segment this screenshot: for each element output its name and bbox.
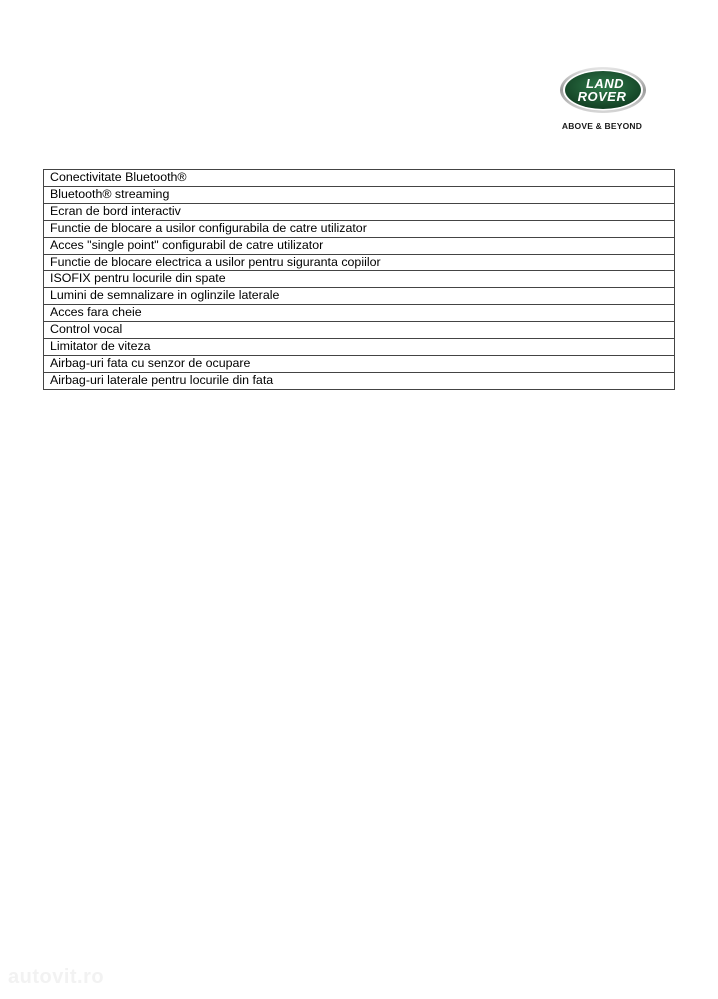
- logo-text-land: LAND: [585, 76, 625, 91]
- table-row: [44, 305, 675, 322]
- feature-cell: Lumini de semnalizare in oglinzile laterale: [44, 288, 675, 305]
- logo-tagline: ABOVE & BEYOND: [561, 121, 643, 131]
- watermark: autovit.ro: [8, 966, 105, 988]
- feature-cell: Functie de blocare a usilor configurabila de catre utilizator: [44, 220, 675, 237]
- feature-cell: Ecran de bord interactiv: [44, 203, 675, 220]
- feature-cell: Bluetooth® streaming: [44, 186, 675, 203]
- feature-cell: Airbag-uri laterale pentru locurile din fata: [44, 372, 675, 389]
- table-row: [44, 203, 675, 220]
- feature-cell: Conectivitate Bluetooth®: [44, 170, 675, 187]
- table-row: [44, 186, 675, 203]
- table-row: [44, 271, 675, 288]
- table-row: [44, 355, 675, 372]
- feature-cell: ISOFIX pentru locurile din spate: [44, 271, 675, 288]
- table-row: [44, 170, 675, 187]
- feature-cell: Acces fara cheie: [44, 305, 675, 322]
- table-row: [44, 339, 675, 356]
- feature-cell: Control vocal: [44, 322, 675, 339]
- land-rover-oval-logo: [559, 66, 647, 114]
- table-row: [44, 322, 675, 339]
- table-row: [44, 220, 675, 237]
- logo-text-rover: ROVER: [577, 89, 627, 104]
- table-row: [44, 372, 675, 389]
- feature-table: [43, 169, 675, 390]
- table-row: [44, 288, 675, 305]
- feature-cell: Airbag-uri fata cu senzor de ocupare: [44, 355, 675, 372]
- feature-cell: Functie de blocare electrica a usilor pentru siguranta copiilor: [44, 254, 675, 271]
- table-row: [44, 237, 675, 254]
- feature-cell: Limitator de viteza: [44, 339, 675, 356]
- table-row: [44, 254, 675, 271]
- brand-logo: [552, 66, 656, 136]
- feature-cell: Acces "single point" configurabil de catre utilizator: [44, 237, 675, 254]
